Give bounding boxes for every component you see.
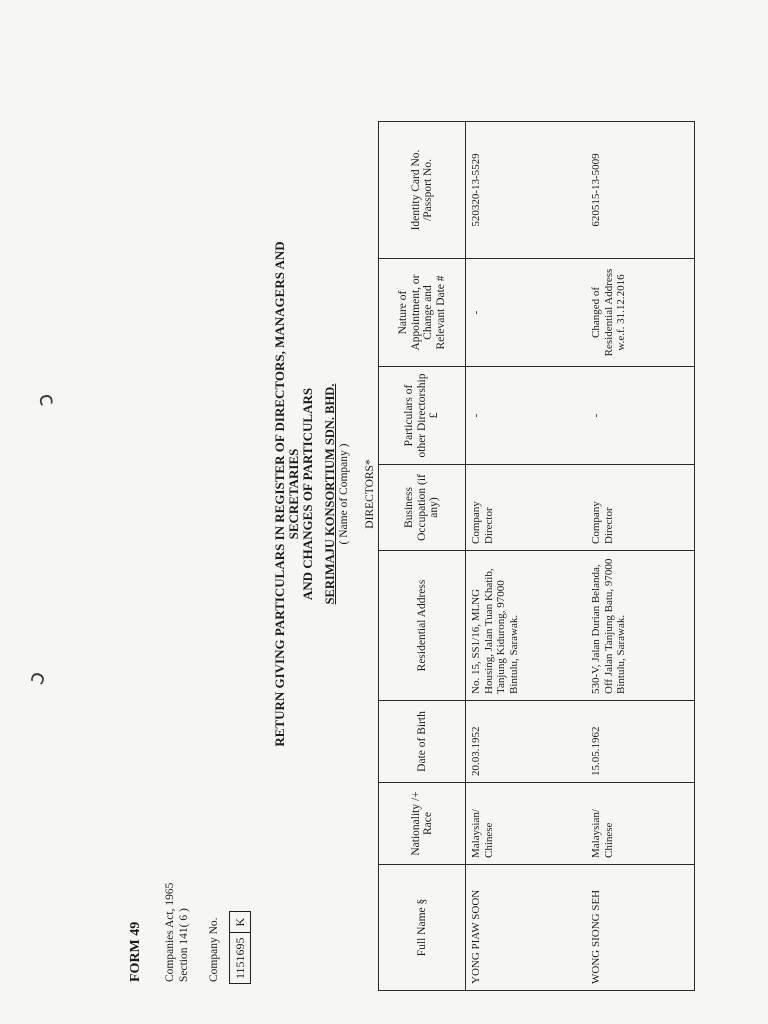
cell-identity-card: 520320-13-5529 (466, 122, 587, 259)
cell-date-of-birth: 15.05.1962 (586, 701, 695, 783)
company-number-box (229, 911, 251, 984)
company-name: SERIMAJU KONSORTIUM SDN. BHD. (323, 383, 337, 605)
document-title (273, 214, 315, 774)
column-header-identity-card: Identity Card No. /Passport No. (379, 122, 466, 259)
cell-residential-address: 530-V, Jalan Durian Belanda, Off Jalan Tanjung Batu, 97000 Bintulu, Sarawak. (586, 551, 695, 701)
cell-nationality: Malaysian/ Chinese (466, 783, 587, 865)
cell-residential-address: No. 15, SS1/16, MLNG Housing, Jalan Tuan Khatib, Tanjung Kidurong, 97000 Bintulu, Sarawak. (466, 551, 587, 701)
cell-full-name: YONG PIAW SOON (466, 865, 587, 991)
company-name-caption: ( Name of Company ) (338, 443, 350, 545)
cell-identity-card: 620515-13-5009 (586, 122, 695, 259)
company-number-suffix: K (230, 912, 250, 934)
cell-nature-of-appointment: - (466, 259, 587, 367)
cell-other-directorship: - (466, 367, 587, 465)
column-header-nationality: Nationality /+ Race (379, 783, 466, 865)
cell-other-directorship: - (586, 367, 695, 465)
column-header-nature-of-appointment: Nature of Appointment, or Change and Relevant Date # (379, 259, 466, 367)
company-number-label: Company No. (208, 917, 220, 982)
cell-business-occupation: Company Director (586, 465, 695, 551)
column-header-date-of-birth: Date of Birth (379, 701, 466, 783)
cell-nationality: Malaysian/ Chinese (586, 783, 695, 865)
cell-business-occupation: Company Director (466, 465, 587, 551)
cell-full-name: WONG SIONG SEH (586, 865, 695, 991)
document-title-line: RETURN GIVING PARTICULARS IN REGISTER OF DIRECTORS, MANAGERS AND SECRETARIES (272, 241, 301, 747)
table-row (586, 122, 695, 991)
section-reference: Section 141( 6 ) (178, 908, 190, 982)
form-title: FORM 49 (128, 921, 143, 982)
directors-table (378, 121, 695, 991)
column-header-residential-address: Residential Address (379, 551, 466, 701)
column-header-full-name: Full Name § (379, 865, 466, 991)
column-header-business-occupation: Business Occupation (if any) (379, 465, 466, 551)
table-row (466, 122, 587, 991)
act-reference: Companies Act, 1965 (164, 882, 176, 982)
binder-hole-mark: ↄ (32, 391, 59, 409)
directors-heading: DIRECTORS* (364, 459, 376, 529)
binder-hole-mark: ↄ (23, 667, 52, 688)
cell-nature-of-appointment: Changed of Residential Address w.e.f. 31.12.2016 (586, 259, 695, 367)
company-number: 1151695 (233, 937, 247, 979)
cell-date-of-birth: 20.03.1952 (466, 701, 587, 783)
column-header-other-directorship: Particulars of other Directorship £ (379, 367, 466, 465)
table-header-row (379, 122, 466, 991)
document-title-line: AND CHANGES OF PARTICULARS (300, 387, 315, 601)
